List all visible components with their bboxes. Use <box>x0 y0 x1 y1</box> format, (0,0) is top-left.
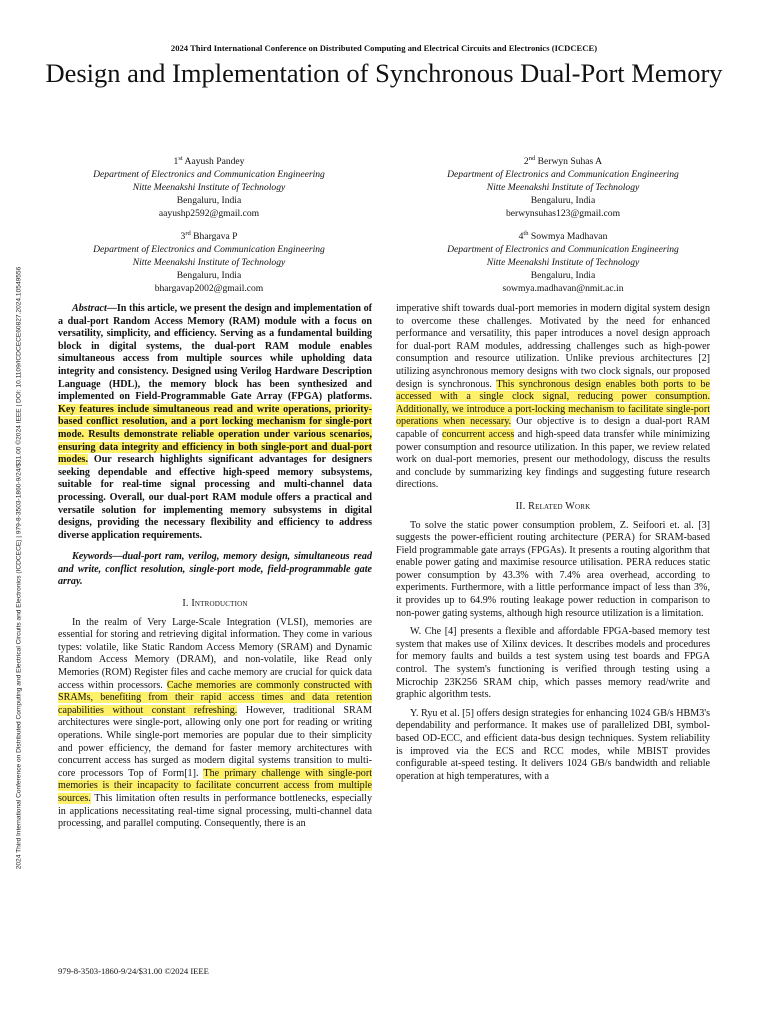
section-heading-introduction: I. Introduction <box>182 598 248 610</box>
author-institute: Nitte Meenakshi Institute of Technology <box>132 182 286 194</box>
author-institute: Nitte Meenakshi Institute of Technology <box>486 257 640 269</box>
highlight: concurrent access <box>441 428 515 440</box>
author-block-3 <box>49 227 369 295</box>
author-city: Bengaluru, India <box>176 270 242 282</box>
author-name: 1st Aayush Pandey <box>173 155 245 168</box>
author-name: 3rd Bhargava P <box>180 230 238 243</box>
author-block-1 <box>49 152 369 220</box>
conference-header: 2024 Third International Conference on Distributed Computing and Electrical Circuits and Electronics (ICDCECE) <box>170 43 598 53</box>
right-column <box>396 303 710 783</box>
author-city: Bengaluru, India <box>530 195 596 207</box>
author-dept: Department of Electronics and Communication Engineering <box>93 244 325 256</box>
author-dept: Department of Electronics and Communication Engineering <box>447 244 679 256</box>
keywords: Keywords—dual-port ram, verilog, memory design, simultaneous read and write, conflict resolution, single-port mode, field-programmable gate array. <box>58 551 372 588</box>
author-name: 2nd Berwyn Suhas A <box>523 155 603 168</box>
related-paragraph: W. Che [4] presents a flexible and affordable FPGA-based memory test system that makes use of Xilinx devices. It describes models and procedures for memory faults and builds a test system using test boards and FPGA control. The system's functioning is verified through testing using a Microchip 23K256 SRAM chip, which passes memory read/write and graphic algorithm tests. <box>396 626 710 701</box>
highlight: Cache memories are commonly constructed with SRAMs, benefiting from their rapid access times and data retention capabilities without constant refreshing. <box>58 679 372 716</box>
highlight: This synchronous design enables both ports to be accessed with a single clock signal, reducing power consumption. Additionally, we introduce a port-locking mechanism to facilitate single-port operations when necessary. <box>396 378 711 428</box>
author-dept: Department of Electronics and Communication Engineering <box>93 169 325 181</box>
intro-continued: imperative shift towards dual-port memories in modern digital system design to overcome these challenges. Motivated by the need for enhanced performance and versatility, this paper introduces a novel design approach for dual-port RAM modules, addressing challenges such as high-power consumption and resource utilization. Unlike previous architectures [2] utilizing asynchronous memory designs with two clock signals, our proposed design is synchronous. This synchronous design enables both ports to be accessed with a single clock signal, reducing power consumption. Additionally, we introduce a port-locking mechanism to facilitate single-port operations when necessary. Our objective is to design a dual-port RAM capable of concurrent access and high-speed data transfer while minimizing power consumption and resource utilization. In this paper, we review related work on dual-port memories, present our methodology, discuss the results and conclude by summarizing key findings and suggesting future research directions. <box>396 303 711 491</box>
intro-paragraph: In the realm of Very Large-Scale Integration (VLSI), memories are essential for storing and retrieving digital information. They come in various types: volatile, like Static Random Access Memory (SRAM) and Dynamic Random Access Memory (DRAM), and non-volatile, like Read only Memories (ROM) Register files and cache memory are crucial for quick data access within processors. Cache memories are commonly constructed with SRAMs, benefiting from their rapid access times and data retention capabilities without constant refreshing. However, traditional SRAM architectures were single-port, allowing only one port for reading or writing operations. While single-port memories are popular due to their simplicity and power efficiency, the demand for faster memory architectures with concurrent access has surged as modern digital systems transition to multi-core processors Top of Form[1]. The primary challenge with single-port memories is their incapacity to facilitate concurrent access from multiple sources. This limitation often results in performance bottlenecks, especially in applications necessitating real-time signal processing, multi-channel data processing, and parallel computing. Consequently, there is an <box>58 616 373 830</box>
author-email[interactable]: bhargavap2002@gmail.com <box>154 283 264 295</box>
side-doi-text: 2024 Third International Conference on Distributed Computing and Electrical Circuits and Electronics (ICDCECE) | 979-8-3503-1860-9/24/$31.00 ©2024 IEEE | DOI: 10.1109/ICDCECE60827.2024.10549556 <box>15 266 23 869</box>
author-city: Bengaluru, India <box>530 270 596 282</box>
related-paragraph: Y. Ryu et al. [5] offers design strategies for enhancing 1024 GB/s HBM3's dependability and performance. It makes use of parallelized DBI, symbol-based OD-ECC, and efficient data-bus design techniques. System reliability is improved via the ECS and RCC modes, while MBIST provides configurable at-speed testing. It delivers 1024 GB/s bandwidth and reliable operation at high temperatures, with a <box>396 707 710 782</box>
abstract: Abstract—In this article, we present the design and implementation of a dual-port Random Access Memory (RAM) module with a focus on versatility, simplicity, and efficiency. Serving as a fundamental building block in digital systems, the dual-port RAM module enables simultaneous access from multiple sources while upholding data integrity and consistency. Designed using Verilog Hardware Description Language (HDL), the memory block has been synthesized and implemented on Field-Programmable Gate Array (FPGA) platforms. Key features include simultaneous read and write operations, priority-based conflict resolution, and a port locking mechanism for single-port mode. Results demonstrate reliable operation under various scenarios, ensuring data integrity and efficiency in both single-port and dual-port modes. Our research highlights significant advantages for designers seeking dependable and effective high-speed memory subsystems, suitable for real-time signal processing and multi-channel data processing. Overall, our dual-port RAM module offers a practical and versatile solution for implementing memory subsystems in digital designs, providing the necessary flexibility and efficiency to address diverse application requirements. <box>58 303 372 541</box>
author-block-4 <box>403 227 723 295</box>
author-institute: Nitte Meenakshi Institute of Technology <box>486 182 640 194</box>
author-institute: Nitte Meenakshi Institute of Technology <box>132 257 286 269</box>
left-column <box>58 303 372 831</box>
author-email[interactable]: aayushp2592@gmail.com <box>158 208 260 220</box>
author-dept: Department of Electronics and Communication Engineering <box>447 169 679 181</box>
author-city: Bengaluru, India <box>176 195 242 207</box>
copyright-footer: 979-8-3503-1860-9/24/$31.00 ©2024 IEEE <box>58 966 209 976</box>
author-name: 4th Sowmya Madhavan <box>518 230 608 243</box>
author-block-2 <box>403 152 723 220</box>
highlight: The primary challenge with single-port memories is their incapacity to facilitate concurrent access from multiple sources. <box>58 767 373 804</box>
section-heading-related-work: II. Related Work <box>515 500 591 512</box>
highlight: Key features include simultaneous read and write operations, priority-based conflict resolution, and a port locking mechanism for single-port mode. Results demonstrate reliable operation under various scenarios, ensuring data integrity and efficiency in both single-port and dual-port modes. <box>58 403 372 466</box>
related-paragraph: To solve the static power consumption problem, Z. Seifoori et. al. [3] suggests the power-efficient routing architecture (PERA) for SRAM-based Field programmable gate arrays (FPGAs). It presents a routing algorithm that enable power gating and maximise resource utilisation. PERA reduces static power consumption by 43.3% with 7.4% area overhead, according to experiments. Furthermore, with a little performance impact of less than 3%, it provides up to 64.9% routing leakage power reduction in comparison to non-power gating systems, although high resource utilization is a limitation. <box>396 519 710 619</box>
author-email[interactable]: berwynsuhas123@gmail.com <box>505 208 621 220</box>
paper-title: Design and Implementation of Synchronous Dual-Port Memory <box>45 58 723 88</box>
author-email[interactable]: sowmya.madhavan@nmit.ac.in <box>502 283 624 295</box>
side-doi-strip <box>12 150 26 985</box>
